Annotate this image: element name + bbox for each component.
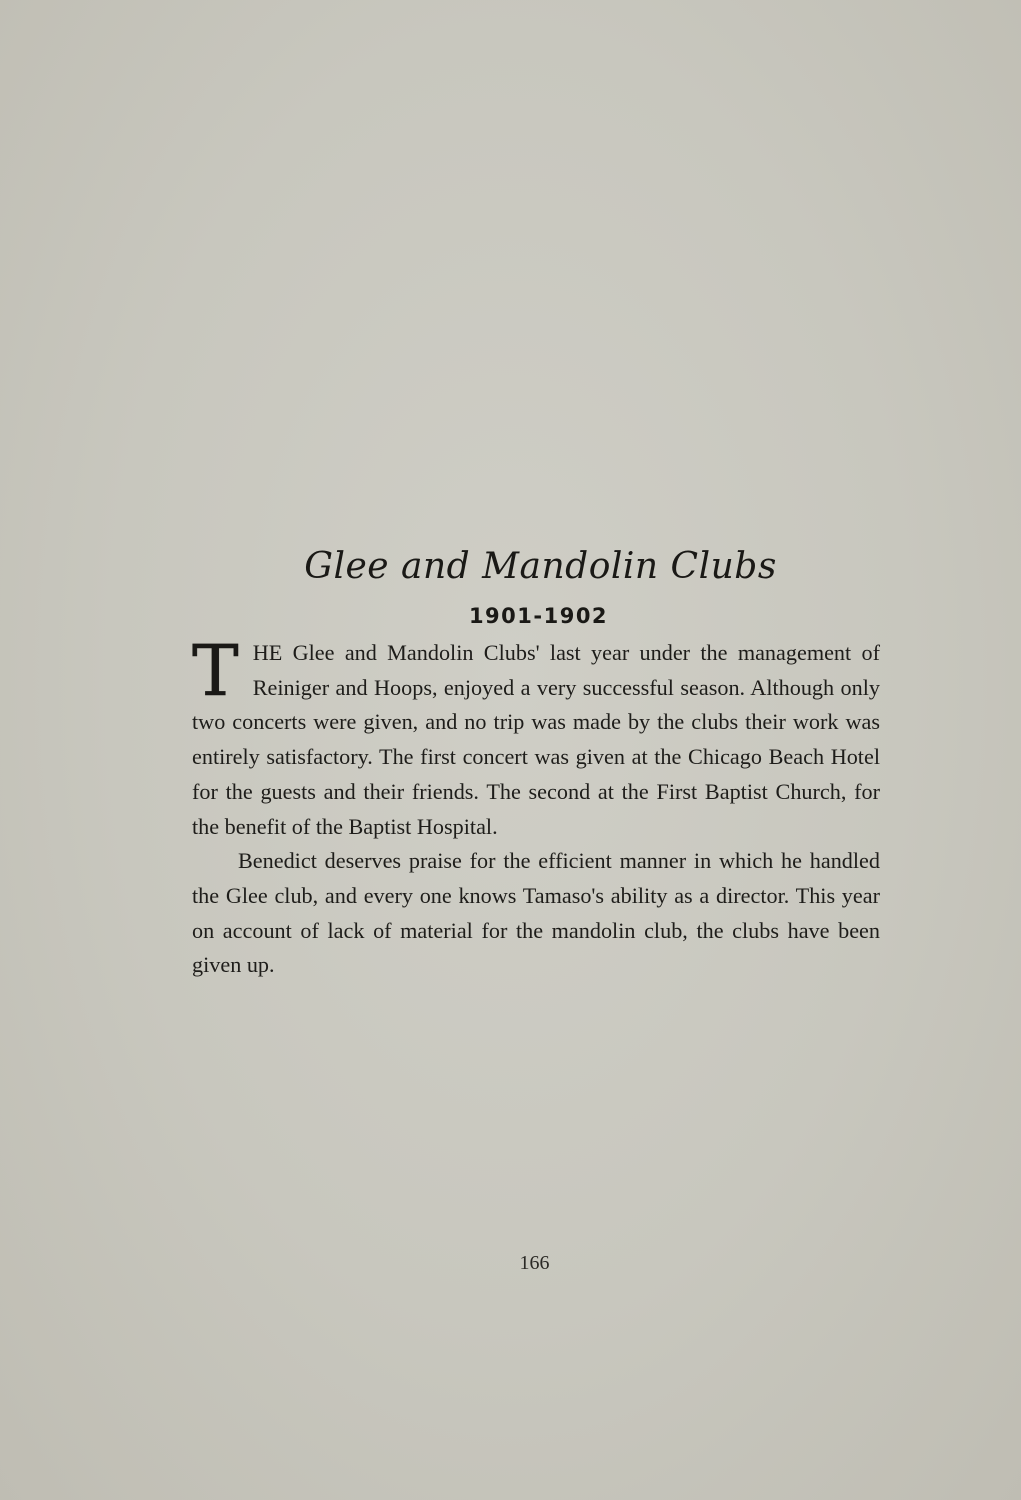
paragraph-2: Benedict deserves praise for the efficient manner in which he handled the Glee club, and every one knows Tamaso's ability as a director. This year on account of lack of material for the mandolin club, the clubs have been given up. [192,848,880,978]
page-title: Glee and Mandolin Clubs [304,546,777,587]
paragraph-1 [192,630,880,844]
article-body [192,630,880,983]
years-subtitle: 1901-1902 [468,604,609,628]
page-number: 166 [519,1252,550,1274]
paragraph-1-text: HE Glee and Mandolin Clubs' last year under the management of Reiniger and Hoops, enjoyed a very successful season. Although only two concerts were given, and no trip was made by the clubs their work was entirely satisfactory. The first concert was given at the Chicago Beach Hotel for the guests and their friends. The second at the First Baptist Church, for the benefit of the Baptist Hospital. [192,640,880,839]
drop-cap: T [192,630,239,712]
